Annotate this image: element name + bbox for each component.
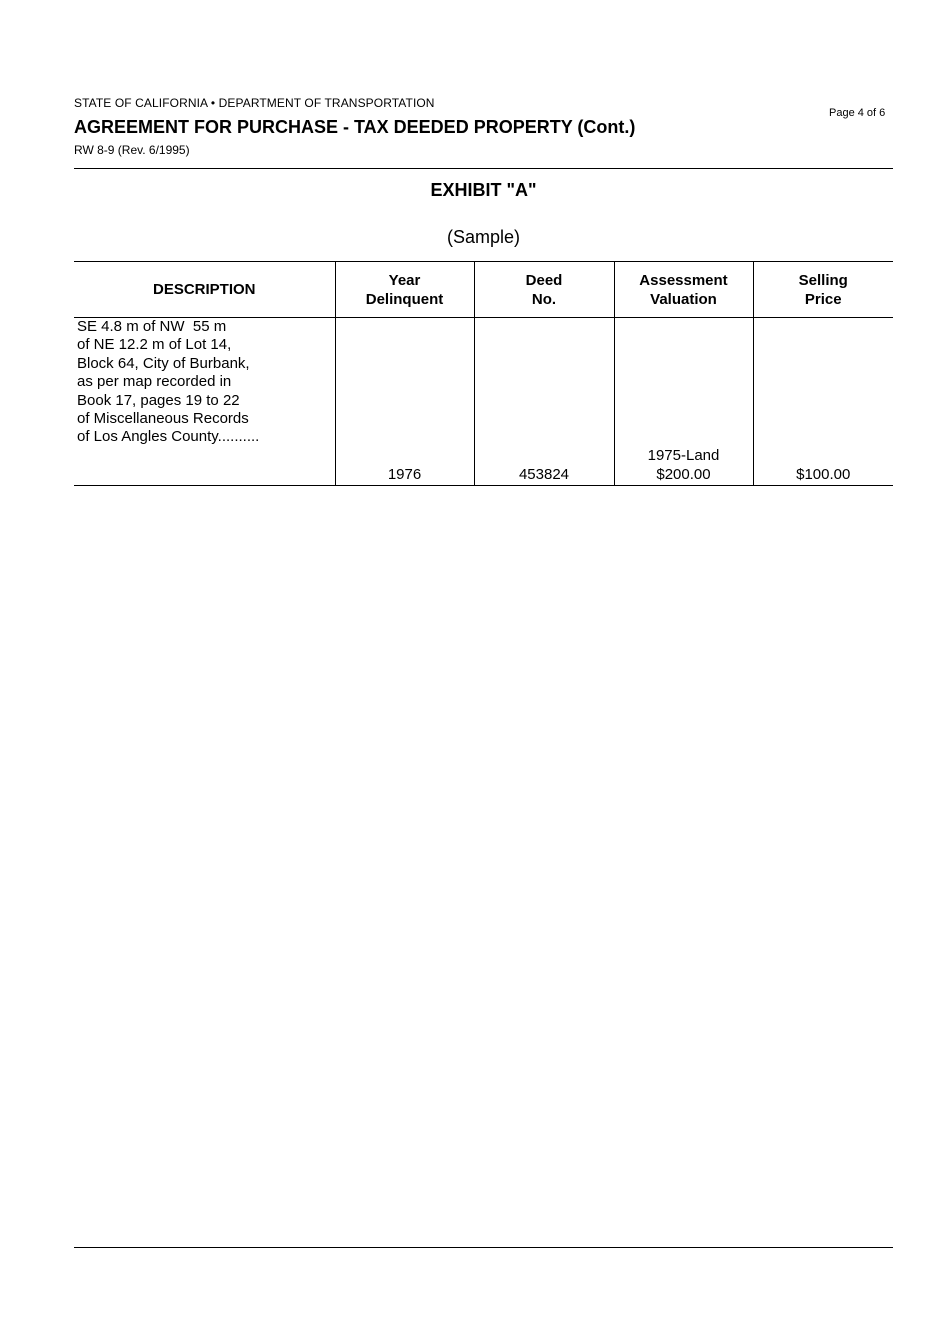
exhibit-table [74,261,893,486]
deed-no-cell [474,318,614,486]
description-line: of Miscellaneous Records [77,410,249,428]
exhibit-title: EXHIBIT "A" [430,180,537,200]
description-line: as per map recorded in [77,373,232,391]
footer-divider [74,1247,893,1248]
deed-no-value: 453824 [518,466,570,483]
page-number: Page 4 of 6 [829,107,886,119]
column-header-selling-price [753,262,893,318]
column-header-deed-no [474,262,614,318]
assessment-valuation-cell [614,318,753,486]
exhibit-subtitle: (Sample) [446,227,521,247]
agency-name: STATE OF CALIFORNIA • DEPARTMENT OF TRANSPORTATION [74,96,435,110]
column-header-assessment-valuation [614,262,753,318]
column-header-year-delinquent [335,262,474,318]
selling-price-cell [753,318,893,486]
form-title: AGREEMENT FOR PURCHASE - TAX DEEDED PROPERTY (Cont.) [74,117,636,137]
assessment-valuation-value: $200.00 [656,466,711,483]
selling-price-value: $100.00 [796,466,851,483]
column-header-label: Valuation [650,290,717,308]
column-header-label: Deed [525,271,563,289]
description-cell [74,318,335,486]
column-header-label: Selling [798,271,848,289]
column-header-description [74,262,335,318]
table-header-row [74,262,893,318]
description-line: Block 64, City of Burbank, [77,354,250,372]
column-header-label: Price [804,290,842,308]
column-header-label: Delinquent [365,290,444,308]
year-delinquent-value: 1976 [387,466,422,483]
header-divider [74,168,893,169]
description-line: of NE 12.2 m of Lot 14, [77,336,232,354]
table-row [74,318,893,486]
column-header-description-label: DESCRIPTION [152,281,256,298]
column-header-label: Year [388,271,421,289]
assessment-valuation-label: 1975-Land [647,447,720,464]
description-line: SE 4.8 m of NW 55 m [77,318,227,335]
form-number: RW 8-9 (Rev. 6/1995) [74,143,190,157]
column-header-label: No. [531,290,557,308]
description-line: Book 17, pages 19 to 22 [77,391,240,409]
year-delinquent-cell [335,318,474,486]
description-line: of Los Angles County.......... [77,428,260,446]
column-header-label: Assessment [639,271,728,289]
